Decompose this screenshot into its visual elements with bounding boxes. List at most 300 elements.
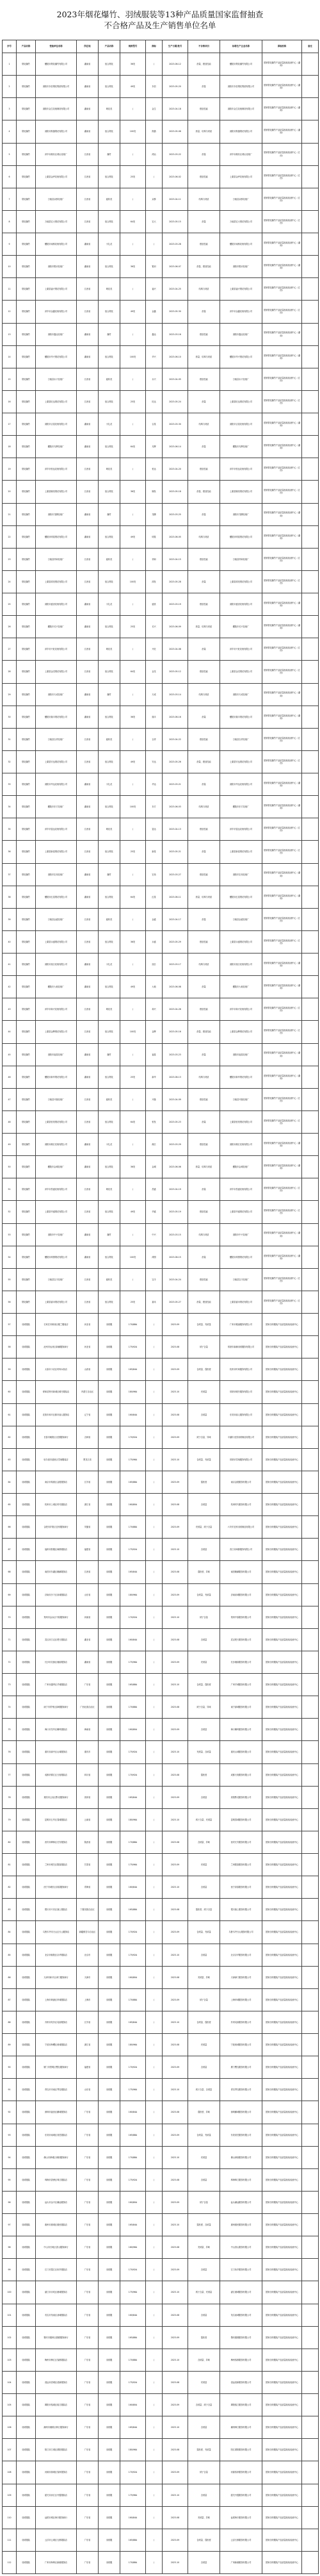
table-cell: 海南省 — [77, 1719, 99, 1741]
table-row — [3, 503, 319, 525]
table-cell: 羽绒服装 — [17, 1876, 36, 1899]
table-cell: 组合烟花 — [99, 570, 120, 593]
table-cell: 2023-03-23 — [163, 1043, 188, 1066]
table-row — [3, 1110, 319, 1133]
table-cell: 阳江漠阳服饰有限公司 — [220, 2439, 262, 2461]
table-cell: 江苏省 — [77, 1471, 99, 1493]
table-cell: 药量、结构与材质 — [188, 120, 220, 143]
table-cell: 160/80A — [120, 1966, 146, 1988]
table-cell: 14 — [3, 345, 17, 368]
table-cell: 国家纺织服装产品质量检验检测中心 — [262, 1403, 302, 1426]
table-cell: 2023-06-16 — [163, 706, 188, 728]
table-cell: 华盛 — [146, 1201, 163, 1223]
table-cell: 国家纺织服装产品质量检验检测中心 — [262, 1899, 302, 1921]
product-list-table — [2, 40, 319, 2574]
table-cell: / — [146, 1899, 163, 1921]
table-cell: 醴陵市明星烟花有限公司 — [36, 525, 77, 548]
table-cell: 万载县永兴花炮厂 — [36, 368, 77, 390]
table-cell: 国家烟花爆竹产品质量检验检测中心（江西） — [262, 481, 302, 503]
table-cell: 江西省 — [77, 638, 99, 661]
table-cell: / — [146, 53, 163, 76]
table-cell: 羽绒服装 — [17, 1583, 36, 1606]
table-cell: 羽绒服装 — [17, 1988, 36, 2011]
table-cell: / — [146, 1494, 163, 1516]
table-cell: 昆明春城服饰有限公司 — [220, 1808, 262, 1831]
table-cell: 103 — [3, 2349, 17, 2371]
table-cell: 175/92A — [120, 1336, 146, 1358]
table-cell: 云南省 — [77, 1808, 99, 1831]
table-cell: 山东省 — [77, 2079, 99, 2101]
table-cell — [302, 1561, 319, 1583]
table-cell: 江西省 — [77, 930, 99, 953]
table-cell: 烟花爆竹 — [17, 661, 36, 683]
table-cell: 醴陵市新华烟花有限公司 — [36, 1066, 77, 1088]
table-cell: 金鑫 — [146, 301, 163, 323]
table-cell: 2023-10 — [163, 1448, 188, 1471]
table-cell: 醴陵市南桥花炮有限公司 — [36, 233, 77, 256]
table-row — [3, 1471, 319, 1493]
table-cell: 双桥 — [146, 188, 163, 210]
table-cell: 药量、结构与材质 — [188, 886, 220, 908]
table-cell: 2023-04-18 — [163, 98, 188, 120]
table-cell: 羽绒服 — [99, 1494, 120, 1516]
table-cell: 60 — [3, 1381, 17, 1403]
table-cell: 63 — [3, 1448, 17, 1471]
table-cell: 羽绒服 — [99, 1314, 120, 1336]
table-cell — [302, 1539, 319, 1561]
table-cell: 燃放性能 — [188, 1268, 220, 1291]
table-cell: 华达 — [146, 773, 163, 796]
table-cell: 75 — [3, 1719, 17, 1741]
table-cell: 2023-06-09 — [163, 616, 188, 638]
table-cell: 成都市锦江区天府服装店 — [36, 1763, 77, 1786]
table-cell: 国家纺织服装产品质量检验检测中心 — [262, 2281, 302, 2304]
table-cell: 39 — [3, 908, 17, 930]
table-cell: 江西省 — [77, 368, 99, 390]
table-cell: 12 — [3, 301, 17, 323]
table-cell: 90 — [3, 2056, 17, 2079]
table-cell: 药量 — [188, 908, 220, 930]
table-cell: / — [120, 413, 146, 436]
table-cell: 110 — [3, 2506, 17, 2529]
table-cell: 萍乡市金鑫花炮有限公司 — [220, 301, 262, 323]
table-cell: 吉星 — [146, 413, 163, 436]
table-cell: 170/88A — [120, 1516, 146, 1539]
table-cell: 湖南省 — [77, 1223, 99, 1246]
table-cell: 2023-09 — [163, 2259, 188, 2281]
table-cell: / — [146, 1336, 163, 1358]
table-cell: 烟花爆竹 — [17, 481, 36, 503]
table-cell: 烟花爆竹 — [17, 278, 36, 301]
table-cell: 浏阳市福星花炮厂 — [36, 1043, 77, 1066]
table-cell — [302, 503, 319, 525]
table-cell: 国家烟花爆竹产品质量检验检测中心（江西） — [262, 458, 302, 481]
table-cell: 爆竹 — [99, 1043, 120, 1066]
table-cell: 万载县吉祥花炮厂 — [36, 728, 77, 750]
table-cell: 萍乡市和兴花炮有限公司 — [36, 998, 77, 1021]
table-cell: 醴陵市红星烟花有限公司 — [36, 886, 77, 908]
table-cell: 潮州市湘桥区韩江服饰商行 — [36, 2416, 77, 2439]
table-cell: 浏阳市天成花炮厂 — [220, 683, 262, 706]
table-cell: 64 — [3, 1471, 17, 1493]
table-cell — [302, 1876, 319, 1899]
table-cell: 组合烟花 — [99, 841, 120, 863]
table-cell: 湖南省 — [77, 863, 99, 886]
table-cell: / — [146, 1921, 163, 1944]
table-cell: 100发 — [120, 345, 146, 368]
table-cell: 国家纺织服装产品质量检验检测中心 — [262, 2168, 302, 2191]
table-cell: / — [120, 188, 146, 210]
table-cell: 2023-03-15 — [163, 1223, 188, 1246]
table-cell: 61 — [3, 1403, 17, 1426]
table-cell: 辽宁省 — [77, 1403, 99, 1426]
table-cell: 31 — [3, 728, 17, 750]
table-cell: 51 — [3, 1178, 17, 1201]
table-cell: 2023-09 — [163, 1719, 188, 1741]
table-row — [3, 2371, 319, 2393]
table-cell: 88 — [3, 2011, 17, 2033]
table-cell: 2023-10 — [163, 1808, 188, 1831]
table-cell: 上栗县嘉禾烟花有限公司 — [36, 1291, 77, 1313]
table-cell: 浏阳市龙腾花炮厂 — [220, 503, 262, 525]
table-row — [3, 1899, 319, 1921]
table-cell: 36发 — [120, 256, 146, 278]
table-cell: 组合烟花 — [99, 1110, 120, 1133]
table-row — [3, 1403, 319, 1426]
table-cell: 喷花类 — [99, 1178, 120, 1201]
table-cell: 烟花爆竹 — [17, 1201, 36, 1223]
table-cell: 180/96A — [120, 1808, 146, 1831]
table-cell: 33 — [3, 773, 17, 796]
table-cell: 佛山市禅城区禅韵服饰商行 — [36, 2146, 77, 2168]
table-cell: 59 — [3, 1358, 17, 1381]
table-cell: 天津市 — [77, 1966, 99, 1988]
table-row — [3, 1696, 319, 1719]
table-cell: 国家纺织服装产品质量检验检测中心 — [262, 1854, 302, 1876]
table-cell: 107 — [3, 2439, 17, 2461]
table-cell: 国家纺织服装产品质量检验检测中心 — [262, 1741, 302, 1763]
table-cell: 40 — [3, 930, 17, 953]
table-cell: 170/88A — [120, 1314, 146, 1336]
table-row — [3, 1763, 319, 1786]
table-cell: 2023-08 — [163, 1763, 188, 1786]
table-cell: 2023-06-08 — [163, 976, 188, 998]
table-cell: 广东省 — [77, 2416, 99, 2439]
table-cell: 燃放性能 — [188, 1201, 220, 1223]
table-cell — [302, 1628, 319, 1651]
table-cell: 2023-05-15 — [163, 210, 188, 233]
table-cell: 广西壮族自治区 — [77, 1696, 99, 1719]
table-cell: 72 — [3, 1651, 17, 1673]
table-cell — [302, 525, 319, 548]
table-cell: 烟花爆竹 — [17, 570, 36, 593]
table-cell: 2023-10 — [163, 1944, 188, 1966]
table-cell: 羽绒服装 — [17, 1921, 36, 1944]
table-cell: 66 — [3, 1516, 17, 1539]
table-cell: 南昌市东湖区赣鄱服饰店 — [36, 1561, 77, 1583]
table-cell: / — [146, 1719, 163, 1741]
table-cell: 广州市越秀区羊城服装店 — [36, 1674, 77, 1696]
table-cell: 广东省 — [77, 2461, 99, 2484]
table-cell: 108 — [3, 2461, 17, 2484]
table-cell: 宝丰 — [146, 1268, 163, 1291]
table-cell: 羽绒服装 — [17, 1674, 36, 1696]
table-cell: 药量 — [188, 1246, 220, 1268]
table-cell: 湖南省 — [77, 525, 99, 548]
table-cell: 药量 — [188, 706, 220, 728]
table-cell — [302, 2056, 319, 2079]
table-cell: 揭阳榕江服饰有限公司 — [220, 2394, 262, 2416]
table-cell: 2023-09 — [163, 1426, 188, 1448]
table-cell: 2023-08 — [163, 1966, 188, 1988]
table-cell: / — [146, 1741, 163, 1763]
table-cell: 羽绒服 — [99, 1674, 120, 1696]
table-cell: 烟花爆竹 — [17, 76, 36, 98]
table-cell: 郑州中原服饰有限公司 — [220, 1606, 262, 1628]
table-cell: 羽绒服装 — [17, 1719, 36, 1741]
table-cell: 小礼花 — [99, 233, 120, 256]
table-cell: / — [146, 2551, 163, 2573]
table-cell: 烟花爆竹 — [17, 413, 36, 436]
table-cell: 2023-08 — [163, 1403, 188, 1426]
table-cell — [302, 998, 319, 1021]
table-cell — [302, 2146, 319, 2168]
table-cell: 烟花爆竹 — [17, 976, 36, 998]
table-cell — [302, 1786, 319, 1808]
table-cell: / — [146, 2236, 163, 2259]
table-cell: 绒子含量、充绒量 — [188, 1808, 220, 1831]
table-cell: 爆竹 — [99, 323, 120, 345]
table-cell: 160/84A — [120, 2506, 146, 2529]
table-cell: 78 — [3, 1786, 17, 1808]
table-cell: 江西省 — [77, 570, 99, 593]
table-cell: 羽绒服装 — [17, 2461, 36, 2484]
table-row — [3, 1741, 319, 1763]
table-cell: 汕尾市城区海丰服饰商行 — [36, 2506, 77, 2529]
table-cell — [302, 683, 319, 706]
table-cell: / — [146, 2101, 163, 2124]
table-cell: 国家纺织服装产品质量检验检测中心 — [262, 2304, 302, 2326]
table-row — [3, 1246, 319, 1268]
table-cell: 金盛 — [146, 908, 163, 930]
table-cell: 国家纺织服装产品质量检验检测中心 — [262, 1831, 302, 1853]
table-cell: 羽绒服 — [99, 1808, 120, 1831]
table-cell — [302, 908, 319, 930]
table-cell: 湖南省 — [77, 593, 99, 616]
table-cell: 安达 — [146, 750, 163, 773]
table-cell: 羽绒服 — [99, 1561, 120, 1583]
table-row — [3, 323, 319, 345]
table-row — [3, 1448, 319, 1471]
table-cell: 醴陵市东方花炮厂 — [36, 796, 77, 818]
table-cell: 国家纺织服装产品质量检验检测中心 — [262, 1696, 302, 1719]
table-cell: 国家烟花爆竹产品质量检验检测中心（江西） — [262, 143, 302, 165]
table-cell: 天津津门服饰有限公司 — [220, 1966, 262, 1988]
table-cell: 羽绒服 — [99, 1471, 120, 1493]
table-cell: 2023-04-26 — [163, 998, 188, 1021]
table-cell: 潮州韩江服饰有限公司 — [220, 2416, 262, 2439]
table-cell: 25发 — [120, 1066, 146, 1088]
table-row — [3, 1988, 319, 2011]
table-cell: 金城 — [146, 1156, 163, 1178]
table-cell: 广东省 — [77, 2236, 99, 2259]
table-cell — [302, 368, 319, 390]
table-cell: 国家烟花爆竹产品质量检验检测中心（江西） — [262, 661, 302, 683]
table-cell: 组合烟花 — [99, 53, 120, 76]
table-cell: / — [146, 1471, 163, 1493]
table-cell: 上栗县永盛烟花有限公司 — [36, 930, 77, 953]
table-cell: 兴隆 — [146, 1088, 163, 1110]
table-cell — [302, 1719, 319, 1741]
table-cell: 2023-10 — [163, 1876, 188, 1899]
table-row — [3, 1134, 319, 1156]
table-cell: 结构与材质 — [188, 188, 220, 210]
table-cell: 组合烟花 — [99, 1201, 120, 1223]
table-cell: 羽绒服 — [99, 1539, 120, 1561]
table-cell: 熊猫 — [146, 120, 163, 143]
table-row — [3, 886, 319, 908]
table-cell: 光辉 — [146, 436, 163, 458]
table-row — [3, 1201, 319, 1223]
table-cell: 南京金陵服饰有限公司 — [220, 1471, 262, 1493]
table-cell: 银川塞上服饰有限公司 — [220, 1899, 262, 1921]
table-cell — [302, 165, 319, 188]
table-row — [3, 345, 319, 368]
table-cell: 烟花爆竹 — [17, 1268, 36, 1291]
table-cell: 平湖市北国羽绒制品有限公司 — [220, 1426, 262, 1448]
table-cell: 42 — [3, 976, 17, 998]
table-cell: 2023-10 — [163, 2281, 188, 2304]
table-cell: 醴陵市金城花炮厂 — [36, 1156, 77, 1178]
table-cell: 含绒量 — [188, 1876, 220, 1899]
table-cell: 嘉禾 — [146, 1291, 163, 1313]
table-cell: 国家纺织服装产品质量检验检测中心 — [262, 1786, 302, 1808]
table-cell: / — [146, 1808, 163, 1831]
table-cell: 长春市朝阳区北国服饰商行 — [36, 1426, 77, 1448]
table-cell: 羽绒服装 — [17, 1358, 36, 1381]
table-cell: 170/92A — [120, 2461, 146, 2484]
table-cell: 组合烟花 — [99, 481, 120, 503]
table-cell: 南京市秦淮区金陵服饰店 — [36, 1471, 77, 1493]
table-cell: 梅州市梅江区客都服装店 — [36, 2349, 77, 2371]
table-cell: 萍乡市恒达花炮有限公司 — [220, 458, 262, 481]
table-cell — [302, 548, 319, 570]
table-cell: 旋转类 — [99, 1268, 120, 1291]
table-cell: 羽绒服装 — [17, 1628, 36, 1651]
table-cell: / — [146, 2259, 163, 2281]
table-cell: 上栗县嘉禾烟花有限公司 — [220, 1291, 262, 1313]
table-cell: 烟花爆竹 — [17, 98, 36, 120]
table-cell: 宁夏回族自治区 — [77, 1899, 99, 1921]
table-cell: 燃放性能 — [188, 368, 220, 390]
table-cell: 烟花爆竹 — [17, 525, 36, 548]
table-cell: 羽绒服 — [99, 2439, 120, 2461]
table-cell: 101 — [3, 2304, 17, 2326]
table-cell: 2023-04-25 — [163, 278, 188, 301]
table-cell: 湖南省 — [77, 616, 99, 638]
table-cell: 组合烟花 — [99, 796, 120, 818]
table-cell: 小礼花 — [99, 773, 120, 796]
table-cell: 2023-05-16 — [163, 1021, 188, 1043]
table-cell: 含绒量 — [188, 2304, 220, 2326]
table-cell: 烟花爆竹 — [17, 954, 36, 976]
table-cell: 36发 — [120, 930, 146, 953]
table-cell: 深圳市福田区鹏城服饰店 — [36, 2101, 77, 2124]
table-cell — [302, 2168, 319, 2191]
table-cell: 湖南省 — [77, 976, 99, 998]
table-cell: 烟花爆竹 — [17, 886, 36, 908]
table-cell: 89 — [3, 2034, 17, 2056]
table-cell: 国家烟花爆竹产品质量检验检测中心（湖南） — [262, 233, 302, 256]
table-cell: 充绒量 — [188, 1854, 220, 1876]
table-cell: 江西省 — [77, 1021, 99, 1043]
table-cell: 羽绒服 — [99, 2011, 120, 2033]
table-cell: 醴陵市明星烟花有限公司 — [220, 525, 262, 548]
table-cell: 170/88A — [120, 1696, 146, 1719]
table-cell: / — [120, 728, 146, 750]
table-cell: 95 — [3, 2168, 17, 2191]
table-cell: 大地 — [146, 976, 163, 998]
table-cell: / — [146, 1988, 163, 2011]
table-cell: 21 — [3, 503, 17, 525]
table-cell: 爆竹 — [99, 683, 120, 706]
table-cell: 98 — [3, 2236, 17, 2259]
table-cell: 国家纺织服装产品质量检验检测中心 — [262, 1314, 302, 1336]
table-cell — [302, 210, 319, 233]
table-cell — [302, 1268, 319, 1291]
table-cell: 国家烟花爆竹产品质量检验检测中心（湖南） — [262, 796, 302, 818]
table-cell: 中山香山服饰有限公司 — [220, 2236, 262, 2259]
table-row — [3, 1606, 319, 1628]
table-cell: 国家纺织服装产品质量检验检测中心 — [262, 1808, 302, 1831]
table-cell — [302, 1741, 319, 1763]
table-cell: 北京市 — [77, 1944, 99, 1966]
table-cell: 93 — [3, 2124, 17, 2146]
table-cell: 药量 — [188, 436, 220, 458]
table-cell: 苏州市姑苏区吴韵服饰店 — [36, 2011, 77, 2033]
table-cell: 兴旺 — [146, 638, 163, 661]
table-row — [3, 750, 319, 773]
table-cell: 170/88A — [120, 1988, 146, 2011]
table-cell: 茂名油城服饰有限公司 — [220, 2304, 262, 2326]
table-cell: 羽绒服 — [99, 2146, 120, 2168]
table-cell: 羽绒服 — [99, 2461, 120, 2484]
table-cell — [302, 436, 319, 458]
table-cell: 170/92A — [120, 2056, 146, 2079]
table-cell: 江西省 — [77, 210, 99, 233]
table-cell — [302, 2461, 319, 2484]
table-cell: / — [120, 1043, 146, 1066]
table-cell: 羽绒服 — [99, 2551, 120, 2573]
table-cell: 国家烟花爆竹产品质量检验检测中心（江西） — [262, 210, 302, 233]
table-cell: 100 — [3, 2281, 17, 2304]
table-row — [3, 2191, 319, 2213]
table-cell: / — [146, 1583, 163, 1606]
table-cell: 84 — [3, 1921, 17, 1944]
table-row — [3, 1966, 319, 1988]
table-cell: 175/96A — [120, 1854, 146, 1876]
table-cell: 国家烟花爆竹产品质量检验检测中心（江西） — [262, 818, 302, 841]
table-cell: 醴陵市长兴花炮厂 — [220, 616, 262, 638]
table-cell: 广东省 — [77, 2529, 99, 2551]
table-cell: 国家烟花爆竹产品质量检验检测中心（江西） — [262, 1021, 302, 1043]
table-cell: 2023-09 — [163, 2461, 188, 2484]
table-cell: 明星 — [146, 525, 163, 548]
table-cell: 常熟市雪域服饰有限公司 — [220, 1448, 262, 1471]
table-cell: 2023-08 — [163, 2439, 188, 2461]
table-cell: 烟花爆竹 — [17, 503, 36, 525]
table-cell: 48 — [3, 1110, 17, 1133]
